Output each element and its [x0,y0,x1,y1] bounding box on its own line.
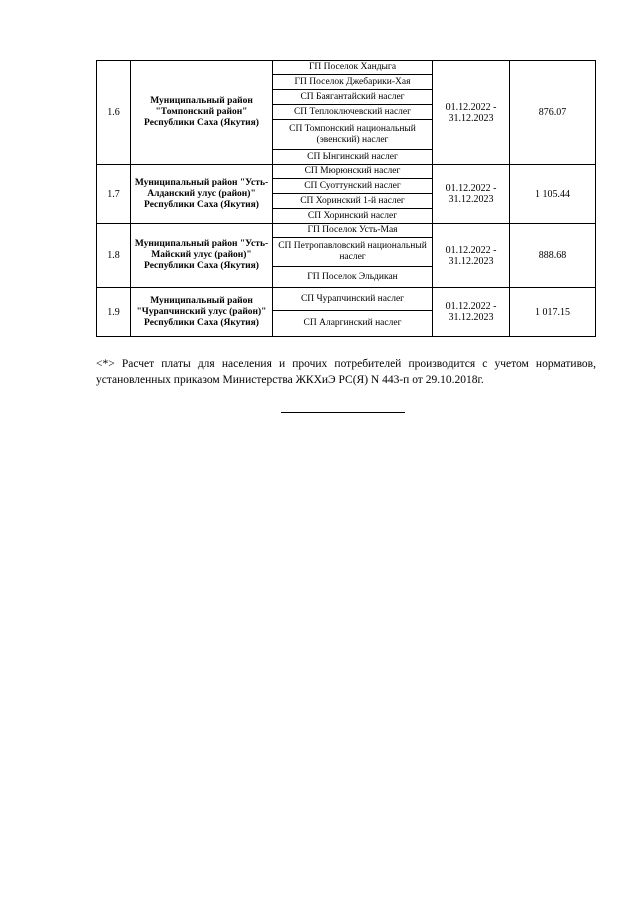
table-row [97,61,596,165]
district-name: Муниципальный район "Томпонский район" Республики Саха (Якутия) [131,61,273,165]
settlement-item: СП Теплоключевский наслег [273,105,432,120]
row-number: 1.7 [97,165,131,224]
period-cell: 01.12.2022 - 31.12.2023 [433,288,510,337]
settlement-item: ГП Поселок Хандыга [273,61,432,75]
footnote [96,356,596,388]
period-cell: 01.12.2022 - 31.12.2023 [433,61,510,165]
district-name: Муниципальный район "Усть-Алданский улус (район)" Республики Саха (Якутия) [131,165,273,224]
settlements-cell [273,61,433,165]
settlement-item: ГП Поселок Усть-Мая [273,224,432,238]
row-number: 1.6 [97,61,131,165]
district-name: Муниципальный район "Усть-Майский улус (район)" Республики Саха (Якутия) [131,224,273,288]
period-cell: 01.12.2022 - 31.12.2023 [433,224,510,288]
end-divider [281,412,405,413]
footnote-text: <*> Расчет платы для населения и прочих потребителей производится с учетом нормативов, установленных приказом Министерства ЖКХиЭ РС(Я) N 443-п от 29.10.2018г. [96,358,596,386]
settlement-item: СП Баягантайский наслег [273,90,432,105]
price-cell: 1 105.44 [510,165,596,224]
tariff-table [96,60,596,337]
settlements-cell [273,165,433,224]
price-cell: 876.07 [510,61,596,165]
table-row [97,224,596,288]
settlement-item: СП Петропавловский национальный наслег [273,238,432,267]
district-name: Муниципальный район "Чурапчинский улус (район)" Республики Саха (Якутия) [131,288,273,337]
table-row [97,165,596,224]
row-number: 1.9 [97,288,131,337]
settlement-item: СП Хоринский 1-й наслег [273,194,432,209]
settlement-item: СП Томпонский национальный (эвенский) наслег [273,120,432,150]
settlement-item: СП Мюрюнский наслег [273,165,432,179]
period-cell: 01.12.2022 - 31.12.2023 [433,165,510,224]
settlement-item: СП Хоринский наслег [307,210,398,221]
settlement-item: СП Чурапчинский наслег [273,288,432,311]
price-cell: 888.68 [510,224,596,288]
settlement-item: СП Аларгинский наслег [303,318,402,328]
settlement-item: СП Ынгинский наслег [307,151,398,162]
settlement-item: ГП Поселок Эльдикан [307,271,398,282]
settlements-cell [273,224,433,288]
settlement-item: ГП Поселок Джебарики-Хая [273,75,432,90]
settlement-item: СП Суоттунский наслег [273,179,432,194]
settlements-cell [273,288,433,337]
price-cell: 1 017.15 [510,288,596,337]
table-row [97,288,596,337]
row-number: 1.8 [97,224,131,288]
